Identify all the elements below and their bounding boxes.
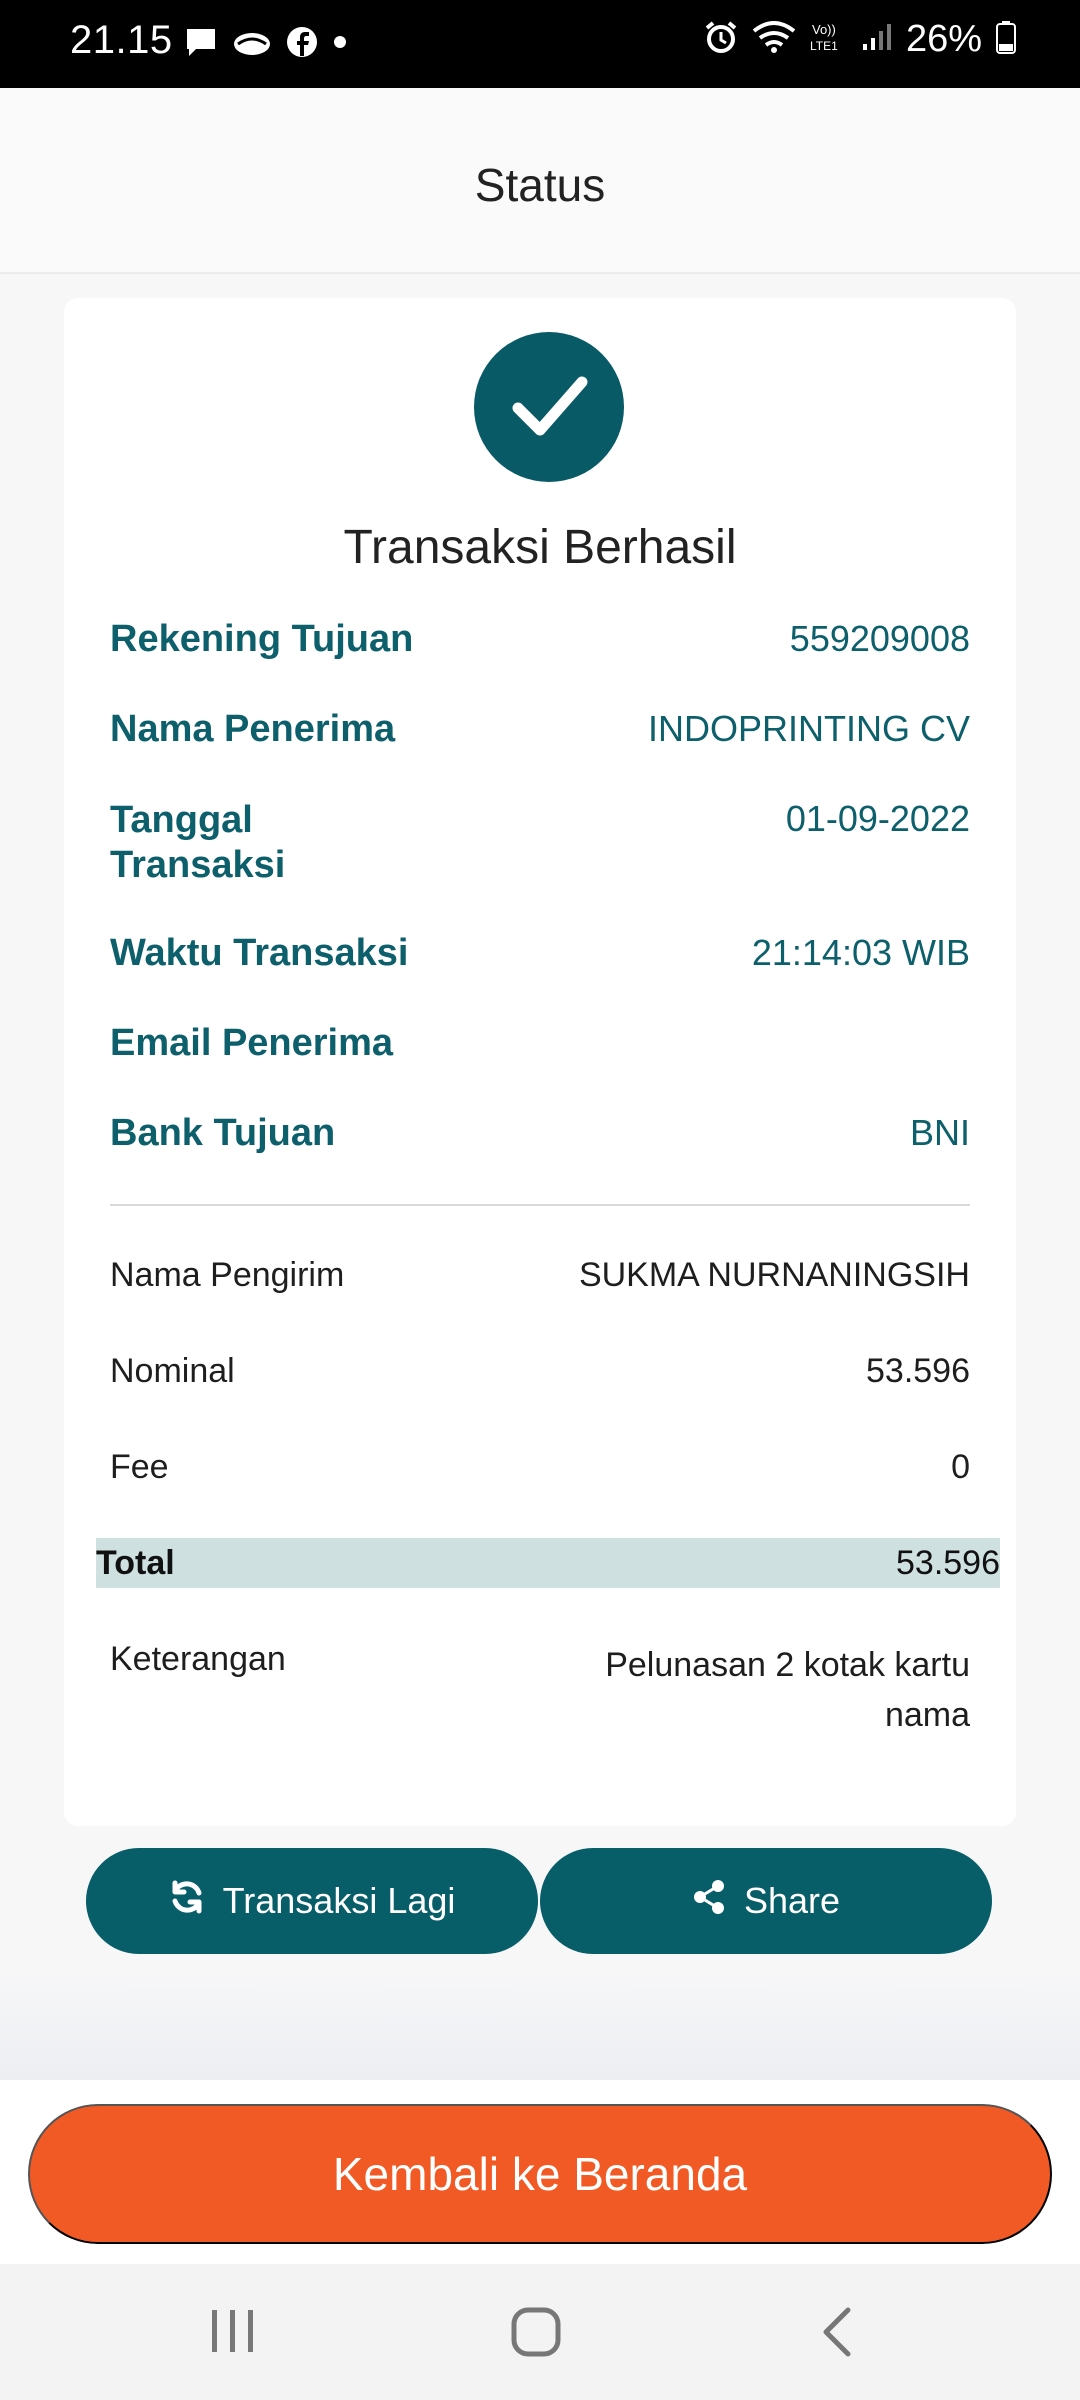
detail-row-bank: [110, 1112, 970, 1155]
system-icons: [704, 18, 1016, 61]
svg-text:LTE1: LTE1: [809, 39, 838, 53]
bottom-panel: [0, 2080, 1080, 2264]
detail-row-date: [110, 798, 970, 888]
summary-row-fee: [110, 1448, 970, 1487]
status-bar: [0, 0, 1080, 88]
facebook-icon: [286, 26, 318, 63]
summary-label: Keterangan: [110, 1640, 286, 1678]
detail-row-email: [110, 1022, 970, 1065]
wifi-icon: [752, 20, 796, 59]
summary-value: Pelunasan 2 kotak kartu nama: [605, 1646, 970, 1734]
detail-value: 01-09-2022: [785, 798, 970, 839]
summary-value: 53.596: [866, 1352, 970, 1390]
dot-icon: [332, 34, 348, 55]
app-header: [0, 88, 1080, 274]
summary-row-total: [96, 1538, 1000, 1588]
summary-row-note: [110, 1640, 970, 1740]
share-label: Share: [743, 1880, 841, 1921]
share-button[interactable]: [540, 1848, 992, 1954]
success-check-icon: [474, 332, 624, 482]
divider: [110, 1204, 970, 1206]
battery-icon: [996, 20, 1016, 59]
bottom-fade: [0, 1970, 1080, 2080]
detail-row-time: [110, 932, 970, 975]
alarm-icon: [704, 20, 738, 59]
system-nav-bar: [0, 2264, 1080, 2400]
share-icon: [692, 1879, 726, 1924]
summary-label: Nama Pengirim: [110, 1256, 345, 1294]
back-icon[interactable]: [820, 2306, 854, 2363]
notification-icons: [184, 26, 348, 63]
transaction-card: [64, 298, 1016, 1826]
detail-value: INDOPRINTING CV: [647, 708, 970, 749]
cloud-icon: [232, 27, 272, 62]
detail-row-recipient: [110, 708, 970, 751]
summary-row-nominal: [110, 1352, 970, 1391]
svg-text:Vo)): Vo)): [811, 22, 836, 37]
page-title: Status: [474, 159, 606, 211]
detail-value: 21:14:03 WIB: [751, 932, 970, 973]
detail-row-account: [110, 618, 970, 661]
detail-value: 559209008: [789, 618, 970, 659]
summary-value: SUKMA NURNANINGSIH: [578, 1256, 970, 1294]
summary-row-sender: [110, 1256, 970, 1295]
volte-icon: [810, 20, 848, 59]
transaction-status-title: Transaksi Berhasil: [343, 521, 737, 574]
detail-label: Waktu Transaksi: [110, 932, 409, 974]
total-label: Total: [96, 1543, 175, 1582]
detail-label: Bank Tujuan: [110, 1112, 336, 1154]
summary-label: Fee: [110, 1448, 169, 1486]
detail-label: Nama Penerima: [110, 708, 396, 750]
home-icon[interactable]: [510, 2306, 562, 2363]
signal-icon: [862, 22, 892, 57]
detail-label: Email Penerima: [110, 1022, 394, 1064]
status-time: 21.15: [70, 18, 173, 62]
summary-label: Nominal: [110, 1352, 235, 1390]
summary-value: 0: [951, 1448, 970, 1486]
recent-apps-icon[interactable]: [210, 2306, 256, 2361]
refresh-icon: [169, 1879, 205, 1924]
transaction-again-button[interactable]: [86, 1848, 538, 1954]
back-to-home-button[interactable]: Kembali ke Beranda: [28, 2104, 1052, 2244]
detail-label: Rekening Tujuan: [110, 618, 414, 660]
transaction-again-label: Transaksi Lagi: [222, 1880, 456, 1921]
total-value: 53.596: [896, 1543, 1000, 1582]
message-icon: [184, 26, 218, 63]
battery-percent: 26%: [905, 18, 982, 60]
detail-value: BNI: [909, 1112, 970, 1153]
detail-label: Tanggal Transaksi: [110, 799, 286, 886]
